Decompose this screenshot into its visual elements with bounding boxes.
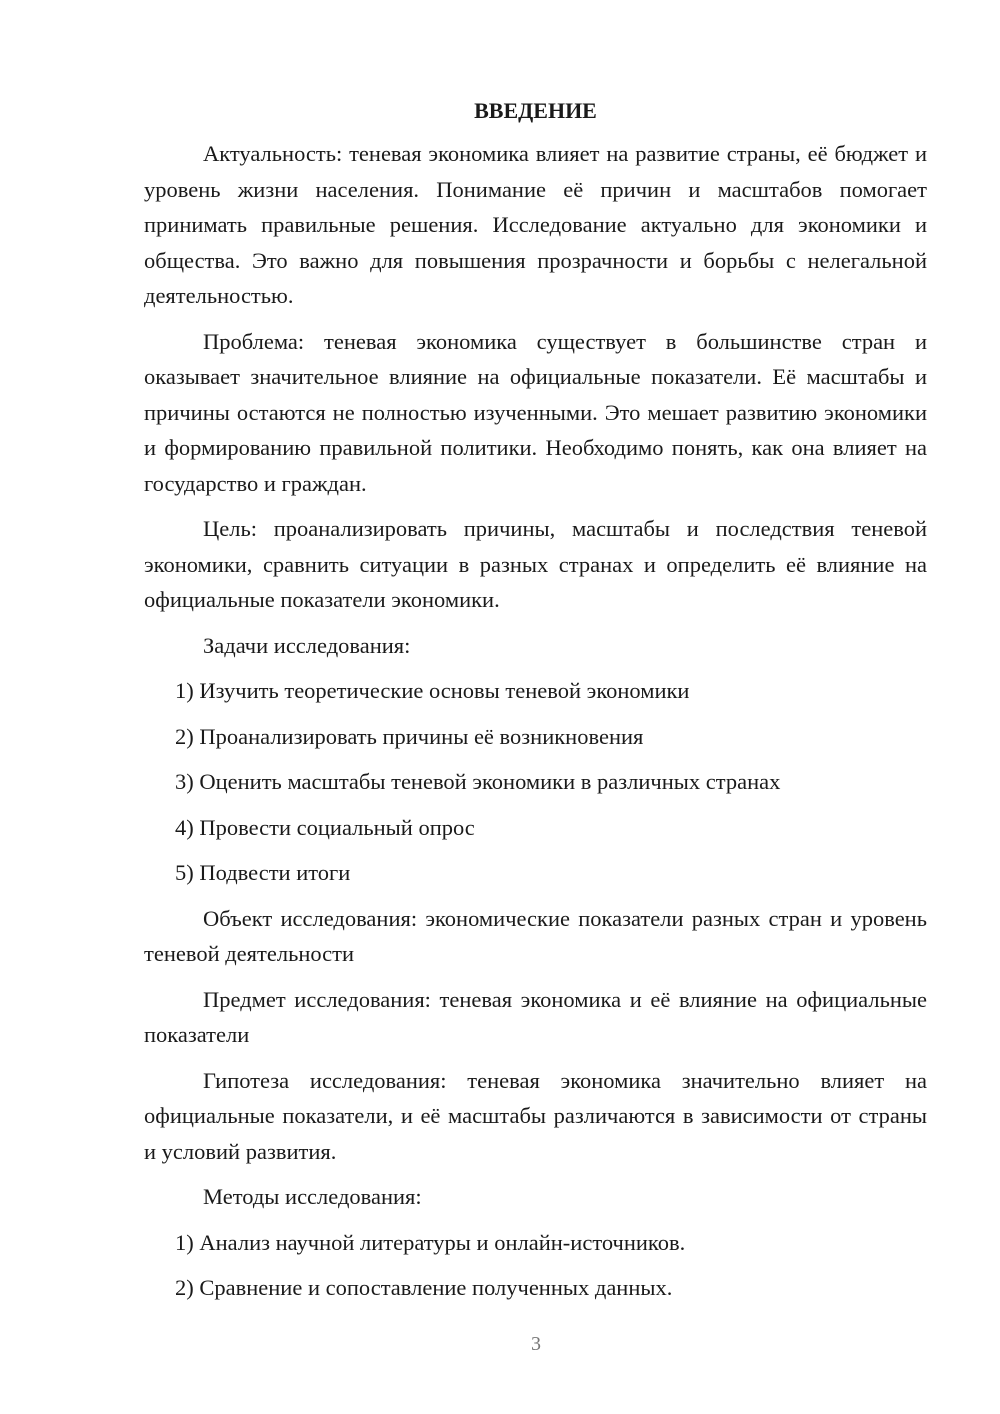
methods-heading: Методы исследования: <box>203 1184 422 1209</box>
list-item: 2) Проанализировать причины её возникновения <box>175 723 644 749</box>
page-number: 3 <box>531 1333 541 1355</box>
list-item: 4) Провести социальный опрос <box>175 814 475 840</box>
page-title: ВВЕДЕНИЕ <box>474 98 597 123</box>
list-item: 5) Подвести итоги <box>175 860 351 885</box>
methods-list <box>144 1225 927 1306</box>
list-item: 1) Изучить теоретические основы теневой экономики <box>175 678 690 703</box>
object-paragraph: Объект исследования: экономические показатели разных стран и уровень теневой деятельности <box>144 905 927 966</box>
page-content <box>144 94 927 1316</box>
hypothesis-paragraph: Гипотеза исследования: теневая экономика значительно влияет на официальные показатели, и её масштабы различаются в зависимости от страны и условий развития. <box>144 1067 927 1164</box>
list-item: 3) Оценить масштабы теневой экономики в различных странах <box>175 769 781 794</box>
relevance-paragraph: Актуальность: теневая экономика влияет на развитие страны, её бюджет и уровень жизни населения. Понимание её причин и масштабов помогает принимать правильные решения. Исследование актуально для экономики и общества. Это важно для повышения прозрачности и борьбы с нелегальной деятельностью. <box>144 141 927 308</box>
subject-paragraph: Предмет исследования: теневая экономика и её влияние на официальные показатели <box>144 986 927 1047</box>
list-item: 2) Сравнение и сопоставление полученных данных. <box>175 1275 673 1300</box>
goal-paragraph: Цель: проанализировать причины, масштабы и последствия теневой экономики, сравнить ситуации в разных странах и определить её влияние на официальные показатели экономики. <box>144 516 927 612</box>
tasks-list <box>144 673 927 891</box>
problem-paragraph: Проблема: теневая экономика существует в большинстве стран и оказывает значительное влияние на официальные показатели. Её масштабы и причины остаются не полностью изученными. Это мешает развитию экономики и формированию правильной политики. Необходимо понять, как она влияет на государство и граждан. <box>144 328 927 496</box>
tasks-heading: Задачи исследования: <box>203 632 411 658</box>
list-item: 1) Анализ научной литературы и онлайн-источников. <box>175 1229 686 1255</box>
